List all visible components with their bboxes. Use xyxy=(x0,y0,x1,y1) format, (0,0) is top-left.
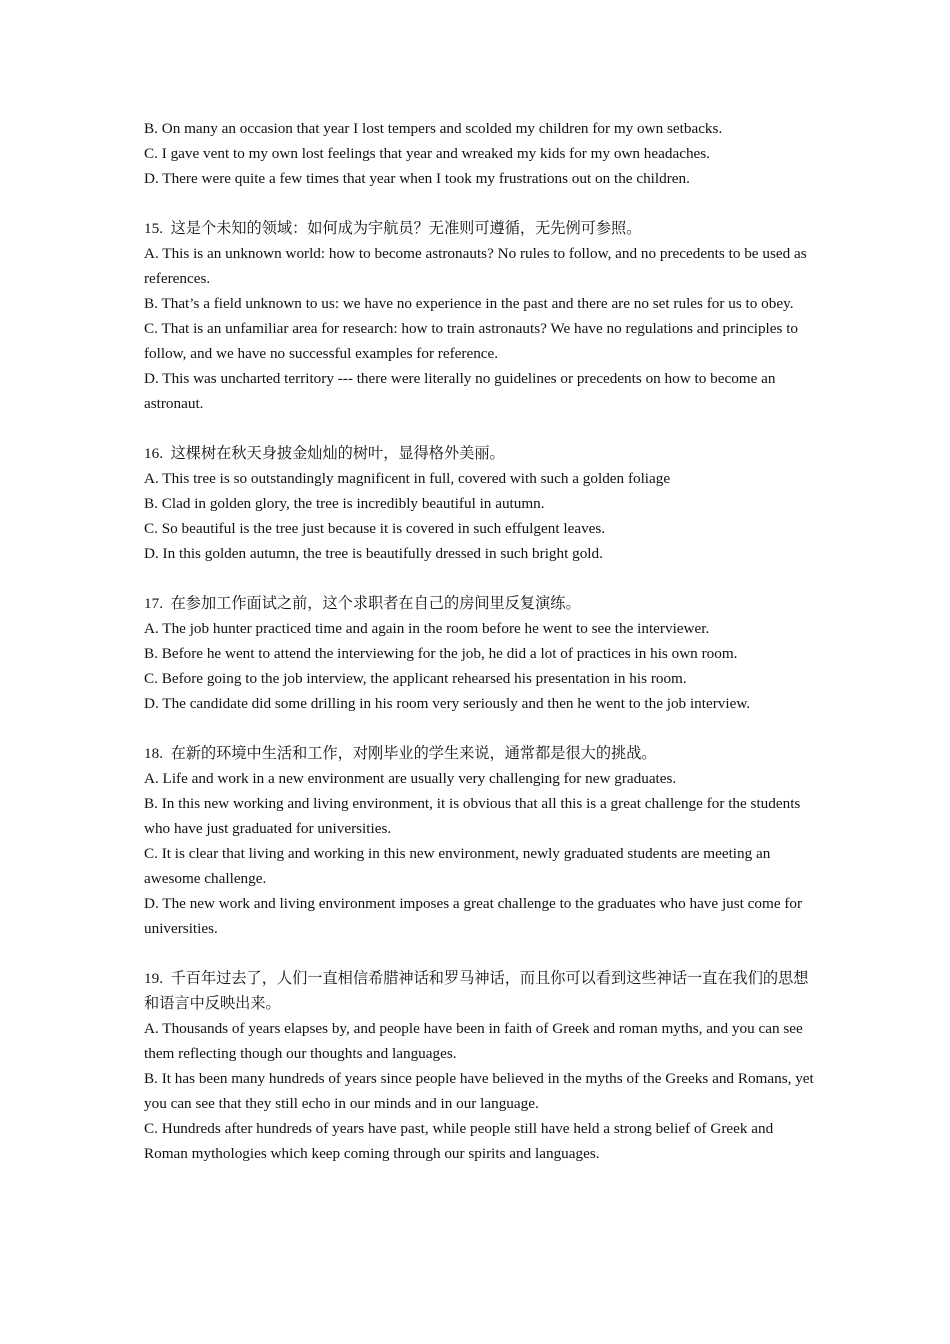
option-b: B. That’s a field unknown to us: we have no experience in the past and there are no set rules for us to obey. xyxy=(144,295,794,312)
option-d: D. There were quite a few times that year when I took my frustrations out on the children. xyxy=(144,170,690,187)
option-c: C. So beautiful is the tree just because it is covered in such effulgent leaves. xyxy=(144,520,606,537)
option-a: A. Life and work in a new environment are usually very challenging for new graduates. xyxy=(144,770,677,787)
option-c: C. It is clear that living and working in this new environment, newly graduated students are meeting an awesome challenge. xyxy=(144,845,771,887)
option-d: D. This was uncharted territory --- there were literally no guidelines or precedents on how to become an astronaut. xyxy=(144,370,776,412)
option-c: C. That is an unfamiliar area for research: how to train astronauts? We have no regulations and principles to follow, and we have no successful examples for reference. xyxy=(144,320,799,362)
option-a: A. Thousands of years elapses by, and people have been in faith of Greek and roman myths, and you can see them reflecting though our thoughts and languages. xyxy=(144,1020,803,1062)
document-page xyxy=(144,116,814,1166)
carryover-options xyxy=(144,116,814,191)
question-prompt xyxy=(144,741,814,766)
question-text: 这是个未知的领域：如何成为宇航员？无准则可遵循，无先例可参照。 xyxy=(170,220,642,237)
option-c: C. Hundreds after hundreds of years have past, while people still have held a strong belief of Greek and Roman mythologies which keep coming through our spirits and languages. xyxy=(144,1120,774,1162)
question-number: 17. xyxy=(144,595,163,612)
question-text: 在新的环境中生活和工作，对刚毕业的学生来说，通常都是很大的挑战。 xyxy=(170,745,657,762)
question-prompt xyxy=(144,216,814,241)
option-c: C. Before going to the job interview, the applicant rehearsed his presentation in his room. xyxy=(144,670,687,687)
option-b: B. Clad in golden glory, the tree is incredibly beautiful in autumn. xyxy=(144,495,545,512)
option-a: A. This is an unknown world: how to become astronauts? No rules to follow, and no precedents to be used as references. xyxy=(144,245,807,287)
question-number: 18. xyxy=(144,745,163,762)
question-number: 15. xyxy=(144,220,163,237)
option-d: D. The new work and living environment imposes a great challenge to the graduates who have just come for universities. xyxy=(144,895,803,937)
option-b: B. It has been many hundreds of years since people have believed in the myths of the Greeks and Romans, yet you can see that they still echo in our minds and in our language. xyxy=(144,1070,814,1112)
question-text: 千百年过去了，人们一直相信希腊神话和罗马神话，而且你可以看到这些神话一直在我们的思想和语言中反映出来。 xyxy=(144,970,809,1012)
question-text: 在参加工作面试之前，这个求职者在自己的房间里反复演练。 xyxy=(170,595,581,612)
question-15 xyxy=(144,216,814,416)
option-d: D. The candidate did some drilling in his room very seriously and then he went to the job interview. xyxy=(144,695,751,712)
option-d: D. In this golden autumn, the tree is beautifully dressed in such bright gold. xyxy=(144,545,603,562)
question-prompt xyxy=(144,966,814,1016)
question-number: 16. xyxy=(144,445,163,462)
option-b: B. In this new working and living environment, it is obvious that all this is a great challenge for the students who have just graduated for universities. xyxy=(144,795,801,837)
option-a: A. The job hunter practiced time and again in the room before he went to see the interviewer. xyxy=(144,620,710,637)
option-b: B. On many an occasion that year I lost tempers and scolded my children for my own setbacks. xyxy=(144,120,723,137)
question-17 xyxy=(144,591,814,716)
question-16 xyxy=(144,441,814,566)
question-18 xyxy=(144,741,814,941)
option-a: A. This tree is so outstandingly magnificent in full, covered with such a golden foliage xyxy=(144,470,671,487)
option-c: C. I gave vent to my own lost feelings that year and wreaked my kids for my own headaches. xyxy=(144,145,711,162)
question-prompt xyxy=(144,441,814,466)
question-prompt xyxy=(144,591,814,616)
option-b: B. Before he went to attend the interviewing for the job, he did a lot of practices in his own room. xyxy=(144,645,738,662)
question-number: 19. xyxy=(144,970,163,987)
question-text: 这棵树在秋天身披金灿灿的树叶，显得格外美丽。 xyxy=(170,445,505,462)
question-19 xyxy=(144,966,814,1166)
